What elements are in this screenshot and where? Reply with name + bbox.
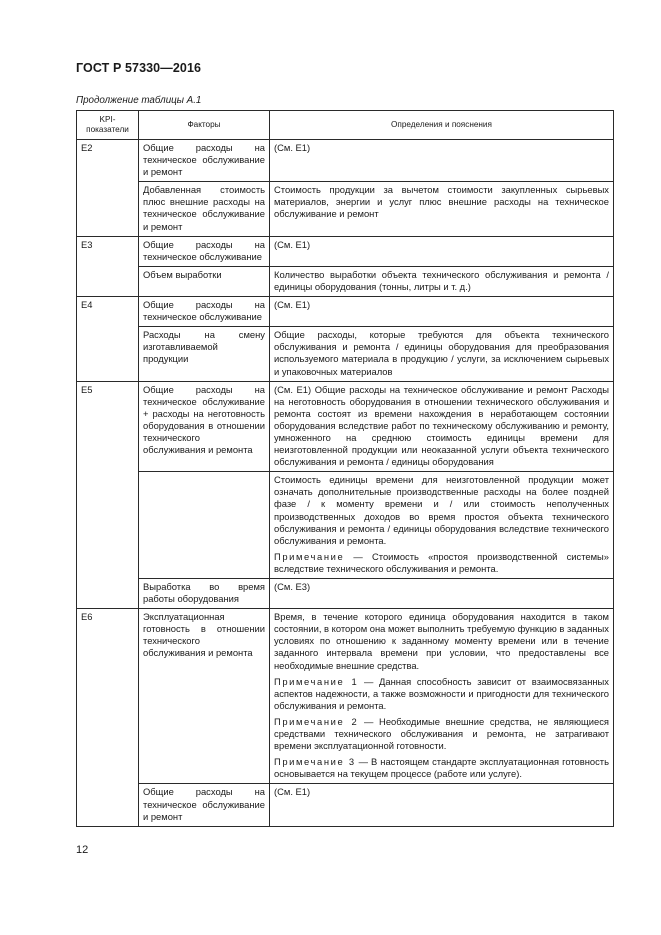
- definition-paragraph: Стоимость единицы времени для неизготовленной продукции может означать дополнительные производственные расходы на более поздней фазе / к моменту времени и / или стоимость неполученных производственных доходов во время простоя объекта технического обслуживания и ремонта / единицы оборудования вследствие технического обслуживания и ремонта.: [274, 474, 609, 546]
- note-text: — Необходимые внешние средства, не являющиеся средствами технического обслуживания и ремонта, не затрагивают времени эксплуатационной готовности.: [274, 715, 609, 752]
- table-row: [77, 327, 614, 381]
- table-body: [77, 140, 614, 827]
- kpi-code: E3: [77, 236, 139, 296]
- factor-cell: [139, 472, 270, 579]
- note-paragraph: [274, 756, 609, 780]
- definition-cell: [270, 784, 614, 826]
- definition-cell: [270, 236, 614, 266]
- note-text: — В настоящем стандарте эксплуатационная готовность основывается на текущем процессе (работе или услуге).: [274, 756, 609, 780]
- note-text: — Данная способность зависит от взаимосвязанных аспектов надежности, а также возможности и пригодности для технического обслуживания и ремонта.: [274, 675, 609, 711]
- factor-cell: Добавленная стоимость плюс внешние расходы на техническое обслуживание и ремонт: [139, 182, 270, 236]
- factor-cell: Эксплуатационная готовность в отношении технического обслуживания и ремонта: [139, 609, 270, 784]
- note-label: Примечание 1: [274, 675, 359, 687]
- definition-paragraph: Стоимость продукции за вычетом стоимости закупленных сырьевых материалов, энергии и услуг плюс внешние расходы на техническое обслуживание и ремонт: [274, 184, 609, 220]
- definition-cell: [270, 266, 614, 296]
- table-row: [77, 297, 614, 327]
- definition-cell: [270, 472, 614, 579]
- factor-cell: Общие расходы на техническое обслуживание и ремонт: [139, 784, 270, 826]
- kpi-code: E5: [77, 381, 139, 609]
- factor-cell: Общие расходы на техническое обслуживание + расходы на неготовность оборудования в отношении технического обслуживания и ремонта: [139, 381, 270, 472]
- header-kpi: KPI-показатели: [77, 111, 139, 140]
- table-row: [77, 609, 614, 784]
- note-paragraph: [274, 716, 609, 752]
- definition-paragraph: (См. E1): [274, 786, 311, 798]
- table-header-row: [77, 111, 614, 140]
- kpi-table: [76, 110, 614, 827]
- page-number: 12: [76, 844, 89, 856]
- definition-cell: [270, 140, 614, 182]
- definition-cell: [270, 327, 614, 381]
- factor-cell: Выработка во время работы оборудования: [139, 579, 270, 609]
- definition-paragraph: (См. E1): [274, 238, 311, 250]
- table-row: [77, 472, 614, 579]
- definition-paragraph: Общие расходы, которые требуются для объекта технического обслуживания и ремонта / единицы оборудования для преобразования используемого материала в продукцию / услуги, за исключением сырьевых и упаковочных материалов: [274, 329, 609, 377]
- standard-header: ГОСТ Р 57330—2016: [76, 61, 202, 75]
- note-label: Примечание 3: [274, 756, 356, 768]
- factor-cell: Общие расходы на техническое обслуживание: [139, 297, 270, 327]
- kpi-code: E4: [77, 297, 139, 382]
- definition-paragraph: Время, в течение которого единица оборудования находится в таком состоянии, в котором она может выполнить требуемую функцию в заданных условиях по отношению к заданному моменту времени или в течение заданного интервала времени при условии, что предоставлены все необходимые внешние средства.: [274, 611, 609, 671]
- definition-paragraph: Количество выработки объекта технического обслуживания и ремонта / единицы оборудования (тонны, литры и т. д.): [274, 268, 609, 292]
- note-paragraph: [274, 551, 609, 575]
- header-definitions: Определения и пояснения: [270, 111, 614, 140]
- definition-paragraph: (См. E3): [274, 581, 311, 592]
- table-row: [77, 784, 614, 826]
- factor-cell: Общие расходы на техническое обслуживание: [139, 236, 270, 266]
- header-factors: Факторы: [139, 111, 270, 140]
- table-row: [77, 579, 614, 609]
- definition-cell: [270, 381, 614, 472]
- note-paragraph: [274, 676, 609, 712]
- definition-cell: [270, 579, 614, 609]
- table-row: [77, 266, 614, 296]
- factor-cell: Расходы на смену изготавливаемой продукции: [139, 327, 270, 381]
- table-caption: Продолжение таблицы А.1: [76, 95, 202, 106]
- definition-paragraph: (См. E1): [274, 142, 311, 153]
- factor-cell: Объем выработки: [139, 266, 270, 296]
- kpi-code: E6: [77, 609, 139, 827]
- table-row: [77, 381, 614, 472]
- definition-paragraph: (См. E1) Общие расходы на техническое обслуживание и ремонт Расходы на неготовность оборудования в отношении технического обслуживания и ремонта состоят из времени нахождения в неработающем состоянии оборудования вследствие работ по техническому обслуживанию и ремонту, умноженного на среднюю стоимость единицы времени для неизготовленной продукции или неоказанной услуги объекта технического обслуживания и ремонта / единицы оборудования: [274, 383, 609, 468]
- factor-cell: Общие расходы на техническое обслуживание и ремонт: [139, 140, 270, 182]
- note-label: Примечание 2: [274, 715, 359, 727]
- definition-cell: [270, 182, 614, 236]
- table-row: [77, 140, 614, 182]
- note-label: Примечание: [274, 550, 345, 562]
- definition-cell: [270, 609, 614, 784]
- definition-paragraph: (См. E1): [274, 299, 311, 311]
- table-row: [77, 236, 614, 266]
- table-row: [77, 182, 614, 236]
- definition-cell: [270, 297, 614, 327]
- kpi-code: E2: [77, 140, 139, 237]
- note-text: — Стоимость «простоя производственной системы» вследствие технического обслуживания и ремонта.: [274, 550, 609, 574]
